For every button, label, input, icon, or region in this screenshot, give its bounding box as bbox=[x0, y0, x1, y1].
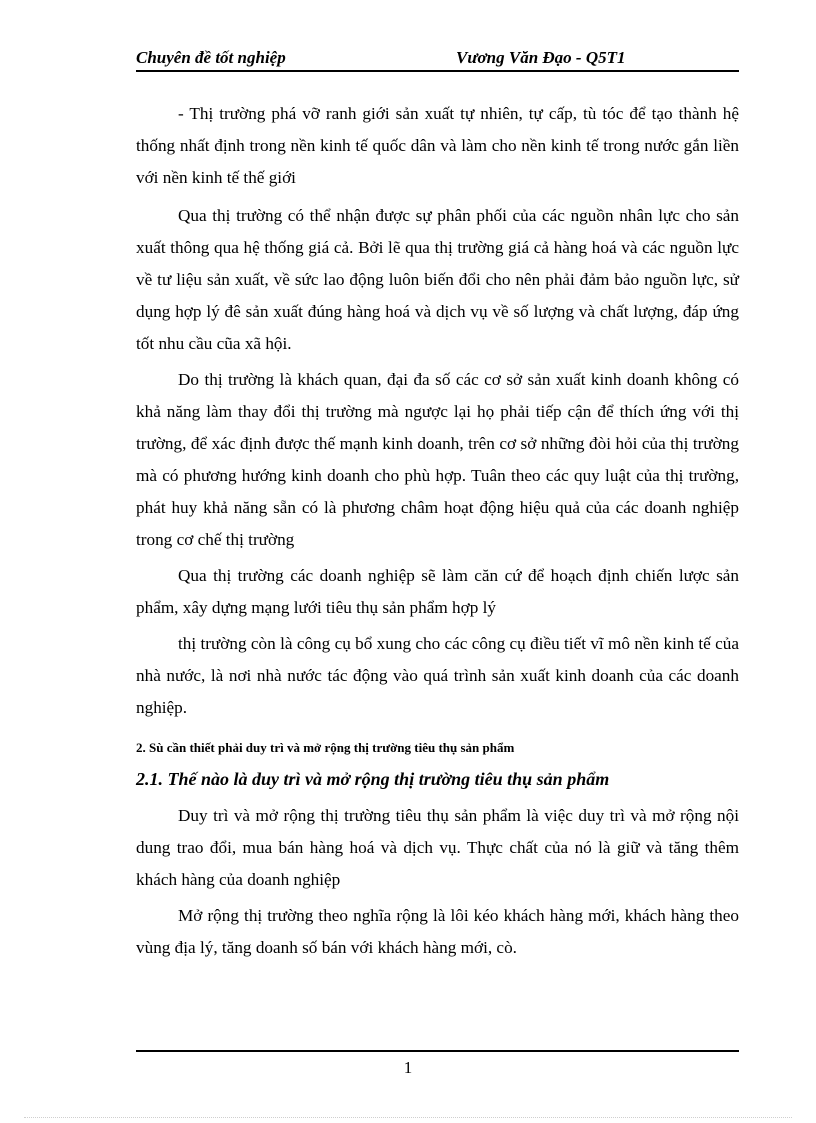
section-heading: 2. Sù cần thiết phải duy trì và mở rộng thị trường tiêu thụ sản phẩm bbox=[136, 740, 515, 755]
paragraph-market-objective: Do thị trường là khách quan, đại đa số các cơ sở sản xuất kinh doanh không có khả năng làm thay đổi thị trường mà ngược lại họ phải tiếp cận để thích ứng với thị trường, để xác định được thế mạnh kinh doanh, trên cơ sở những đòi hỏi của thị trường mà có phương hướng kinh doanh cho phù hợp. Tuân theo các quy luật của thị trường, phát huy khả năng sẵn có là phương châm hoạt động hiệu quả của các doanh nghiệp trong cơ chế thị trường bbox=[136, 370, 739, 549]
paragraph-definition: Duy trì và mở rộng thị trường tiêu thụ sản phẩm là việc duy trì và mở rộng nội dung trao đổi, mua bán hàng hoá và dịch vụ. Thực chất của nó là giữ và tăng thêm khách hàng của doanh nghiệp bbox=[136, 806, 739, 889]
subsection-heading: 2.1. Thế nào là duy trì và mở rộng thị trường tiêu thụ sản phẩm bbox=[136, 769, 610, 789]
paragraph-macro-tool: thị trường còn là công cụ bổ xung cho các công cụ điều tiết vĩ mô nền kinh tế của nhà nước, là nơi nhà nước tác động vào quá trình sản xuất kinh doanh của các doanh nghiệp. bbox=[136, 634, 739, 717]
header-document-type: Chuyên đề tốt nghiệp bbox=[136, 48, 286, 67]
paragraph-broad-expansion: Mở rộng thị trường theo nghĩa rộng là lôi kéo khách hàng mới, khách hàng theo vùng địa lý, tăng doanh số bán với khách hàng mới, cò. bbox=[136, 906, 739, 957]
paragraph-market-breaks-barriers: - Thị trường phá vỡ ranh giới sản xuất tự nhiên, tự cấp, tù tóc để tạo thành hệ thống nhất định trong nền kinh tế quốc dân và làm cho nền kinh tế trong nước gắn liền với nền kinh tế thế giới bbox=[136, 104, 739, 187]
header-author: Vương Văn Đạo - Q5T1 bbox=[456, 48, 626, 67]
page-number: 1 bbox=[403, 1058, 413, 1077]
page-bottom-edge bbox=[24, 1117, 792, 1118]
page-header bbox=[136, 46, 739, 72]
footer-rule bbox=[136, 1050, 739, 1052]
page-body bbox=[136, 98, 739, 968]
paragraph-product-strategy: Qua thị trường các doanh nghiệp sẽ làm căn cứ để hoạch định chiến lược sản phẩm, xây dựng mạng lưới tiêu thụ sản phẩm hợp lý bbox=[136, 566, 739, 617]
paragraph-resource-distribution: Qua thị trường có thể nhận được sự phân phối của các nguồn nhân lực cho sản xuất thông qua hệ thống giá cả. Bởi lẽ qua thị trường giá cả hàng hoá và các nguồn lực về tư liệu sản xuất, về sức lao động luôn biến đổi cho nên phải đảm bảo nguồn lực, sử dụng hợp lý đê sản xuất đúng hàng hoá và dịch vụ về số lượng và chất lượng, đáp ứng tốt nhu cầu cũa xã hội. bbox=[136, 206, 739, 353]
